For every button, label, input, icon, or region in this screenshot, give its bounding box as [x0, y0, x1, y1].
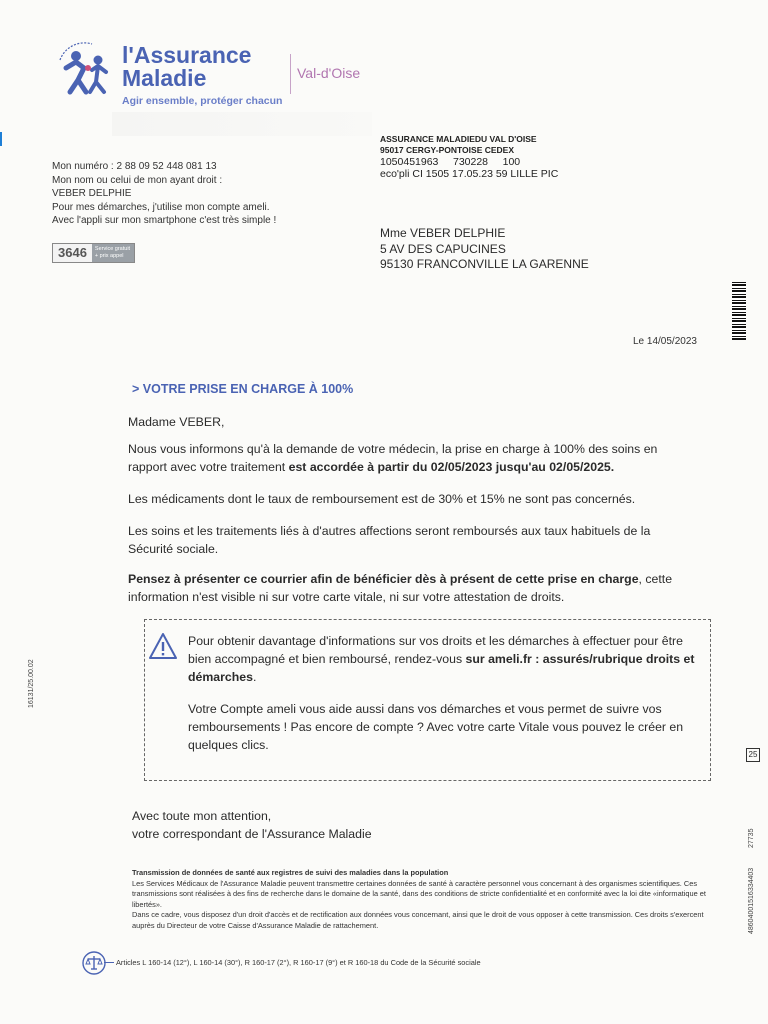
paragraph-3: Les soins et les traitements liés à d'autres affections seront remboursés aux taux habituels de la Sécurité sociale. [128, 524, 651, 556]
paragraph-4-text: , cette information n'est visible ni sur votre carte vitale, ni sur votre attestation de droits. [128, 572, 673, 604]
letter-date: Le 14/05/2023 [633, 336, 697, 347]
datamatrix-code [732, 282, 746, 340]
phone-service-label: Service gratuit + prix appel [92, 244, 134, 262]
left-margin-code: 16131/25.00.02 [28, 659, 35, 708]
info-line: Avec l'appli sur mon smartphone c'est très simple ! [52, 215, 277, 226]
sender-line: 1050451963 730228 100 [380, 156, 521, 168]
legal-articles: Articles L 160-14 (12°), L 160-14 (30°), R 160-17 (2°), R 160-17 (9°) et R 160-18 du Code de la Sécurité sociale [116, 958, 481, 967]
legal-title: Transmission de données de santé aux registres de suivi des maladies dans la population [132, 868, 449, 877]
salutation: Madame VEBER, [128, 415, 225, 429]
notice-link-text: sur ameli.fr : assurés/rubrique droits et démarches [188, 652, 695, 684]
info-line: Mon numéro : 2 88 09 52 448 081 13 [52, 161, 217, 172]
legal-paragraph-2: Dans ce cadre, vous disposez d'un droit d'accès et de rectification aux données vous concernant, ainsi que le droit de vous opposer à cette transmission. Ces droits s'exercent auprès du Directeur de votre Caisse d'Assurance Maladie de rattachement. [132, 910, 704, 930]
paragraph-1 [128, 440, 688, 476]
notice-text: Pour obtenir davantage d'informations sur vos droits et les démarches à effectuer pour être bien accompagné et bien remboursé, rendez-vous [188, 634, 683, 666]
signature [132, 807, 372, 843]
legal-notice [132, 868, 714, 931]
paragraph-4 [128, 570, 688, 606]
insured-info [52, 160, 276, 228]
arrow-line [104, 962, 114, 963]
info-line: Pour mes démarches, j'utilise mon compte ameli. [52, 201, 270, 213]
right-margin-code: 27735 [748, 828, 755, 848]
edge-mark [0, 132, 2, 146]
recipient-line: Mme VEBER DELPHIE [380, 226, 506, 240]
legal-paragraph-1: Les Services Médicaux de l'Assurance Maladie peuvent transmettre certaines données de santé à caractère personnel vous concernant à des organismes scientifiques. Ces transmissions sont réalisées à des fins de recherche dans le domaine de la santé, dans des conditions de stricte confidentialité et en conformité avec la loi dite «informatique et libertés». [132, 878, 706, 909]
warning-triangle-icon [148, 632, 178, 660]
faded-watermark [112, 112, 372, 136]
assurance-maladie-figures-icon [52, 38, 116, 102]
region-name: Val-d'Oise [297, 65, 361, 81]
org-tagline: Agir ensemble, protéger chacun [122, 95, 283, 107]
logo-divider [290, 54, 291, 94]
org-name-line1: l'Assurance [122, 42, 252, 68]
sender-line: eco'pli CI 1505 17.05.23 59 LILLE PIC [380, 168, 559, 180]
paragraph-1-text: Nous vous informons qu'à la demande de votre médecin, la prise en charge à 100% des soins en rapport avec votre traitement [128, 442, 658, 474]
notice-end: . [252, 670, 257, 684]
signature-line2: votre correspondant de l'Assurance Maladie [132, 827, 372, 841]
right-margin-mark: 25 [746, 748, 760, 762]
recipient-address [380, 226, 589, 273]
phone-badge [52, 243, 135, 263]
letter-heading: > VOTRE PRISE EN CHARGE À 100% [132, 382, 354, 396]
sender-address [380, 134, 558, 180]
paragraph-4-bold: Pensez à présenter ce courrier afin de bénéficier dès à présent de cette prise en charge [128, 572, 639, 586]
scales-of-justice-icon [82, 951, 106, 975]
sender-line: 95017 CERGY-PONTOISE CEDEX [380, 145, 515, 155]
info-line: Mon nom ou celui de mon ayant droit : [52, 174, 223, 186]
org-name-line2: Maladie [122, 65, 207, 91]
notice-paragraph-2: Votre Compte ameli vous aide aussi dans vos démarches et vous permet de suivre vos remboursements ! Pas encore de compte ? Avec votre carte Vitale vous pouvez le créer en quelques clics. [188, 702, 684, 752]
notice-paragraph-1 [188, 632, 700, 686]
right-margin-code: 48604001516334403 [748, 867, 755, 934]
phone-number: 3646 [53, 244, 92, 262]
sender-line: ASSURANCE MALADIEDU VAL D'OISE [380, 134, 537, 144]
info-line: VEBER DELPHIE [52, 188, 132, 199]
recipient-line: 95130 FRANCONVILLE LA GARENNE [380, 257, 589, 271]
org-name [122, 44, 251, 90]
paragraph-1-dates: est accordée à partir du 02/05/2023 jusqu'au 02/05/2025. [288, 460, 615, 474]
paragraph-2: Les médicaments dont le taux de remboursement est de 30% et 15% ne sont pas concernés. [128, 492, 636, 506]
signature-line1: Avec toute mon attention, [132, 809, 272, 823]
recipient-line: 5 AV DES CAPUCINES [380, 241, 506, 256]
